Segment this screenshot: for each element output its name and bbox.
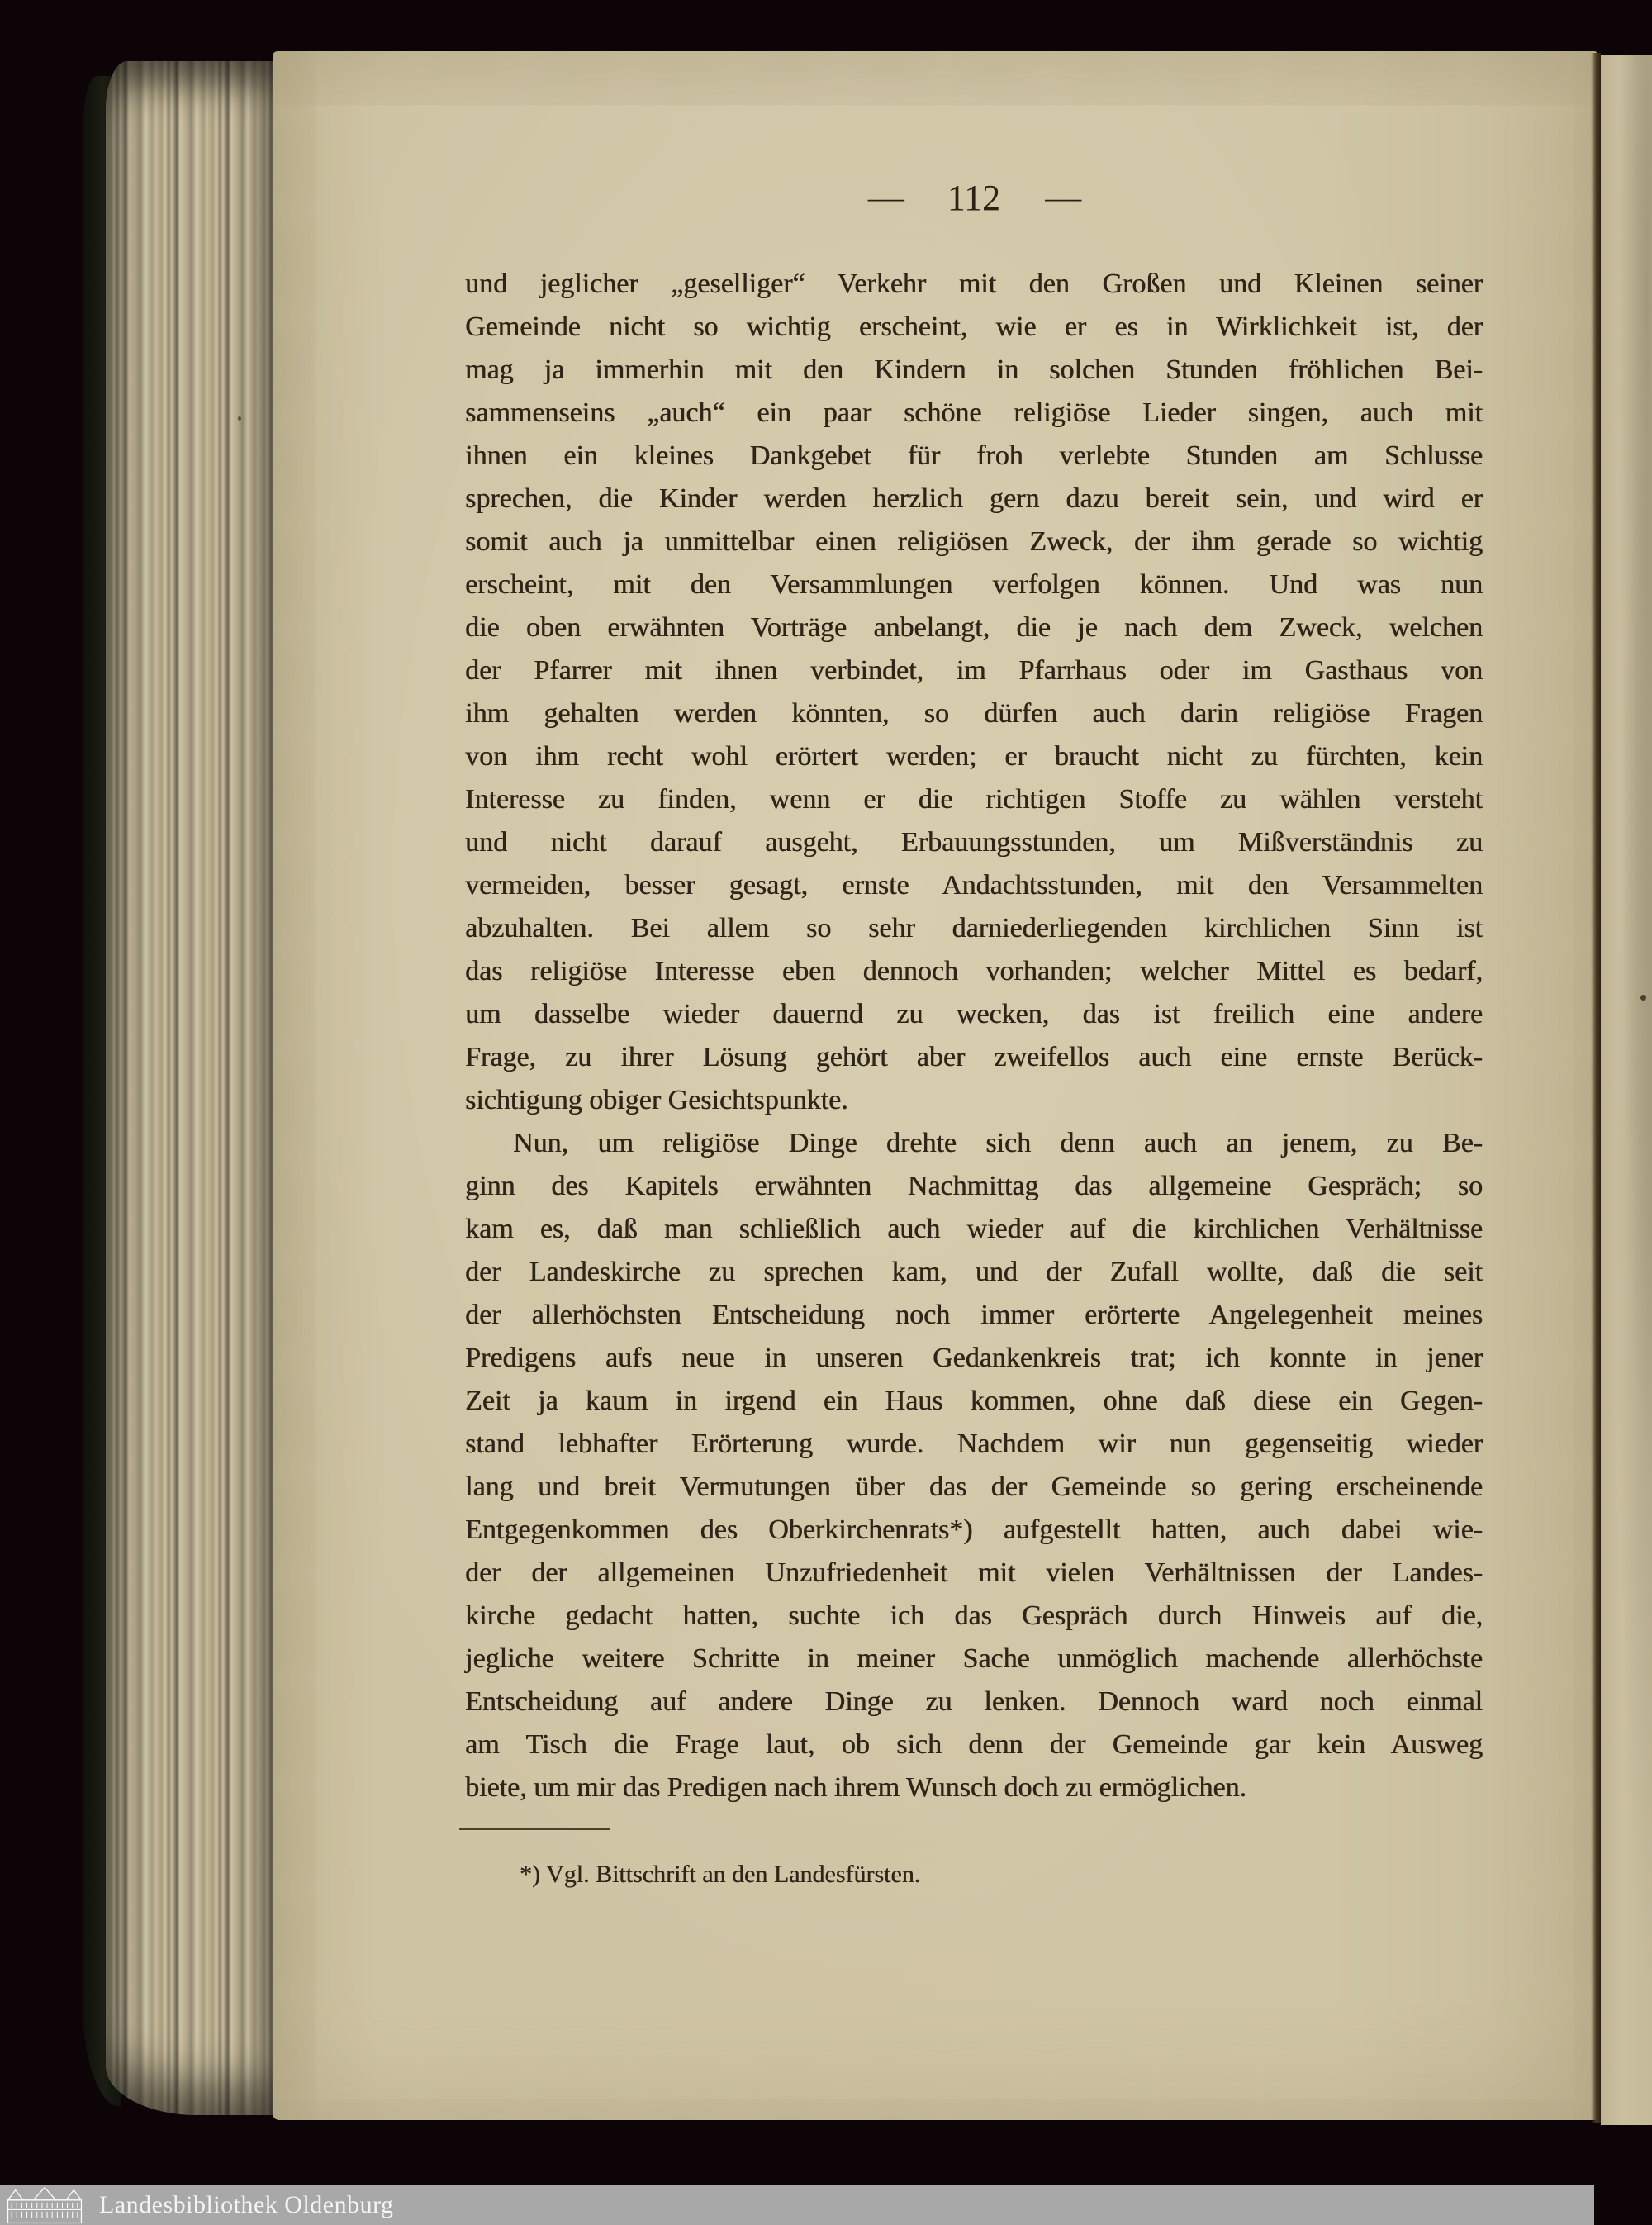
body-text-line: der allerhöchsten Entscheidung noch immer erörterte Angelegenheit meines xyxy=(465,1300,1483,1330)
footnote-separator-rule xyxy=(459,1828,610,1830)
body-text-line: ihnen ein kleines Dankgebet für froh verlebte Stunden am Schlusse xyxy=(465,440,1483,471)
footnote-text: *) Vgl. Bittschrift an den Landesfürsten. xyxy=(520,1861,921,1888)
body-text-line: sichtigung obiger Gesichtspunkte. xyxy=(465,1085,848,1115)
body-text-line: Interesse zu finden, wenn er die richtigen Stoffe zu wählen versteht xyxy=(465,784,1483,815)
body-text-line: lang und breit Vermutungen über das der Gemeinde so gering erscheinende xyxy=(465,1471,1483,1502)
body-text-line: Predigens aufs neue in unseren Gedankenkreis trat; ich konnte in jener xyxy=(465,1343,1483,1373)
body-text-line: abzuhalten. Bei allem so sehr darniederliegenden kirchlichen Sinn ist xyxy=(465,913,1483,944)
body-text-line: kirche gedacht hatten, suchte ich das Gespräch durch Hinweis auf die, xyxy=(465,1600,1483,1631)
body-text-line: und nicht darauf ausgeht, Erbauungsstunden, um Mißverständnis zu xyxy=(465,827,1483,858)
body-text-line: biete, um mir das Predigen nach ihrem Wunsch doch zu ermöglichen. xyxy=(465,1772,1246,1803)
body-text-line: der Pfarrer mit ihnen verbindet, im Pfarrhaus oder im Gasthaus von xyxy=(465,655,1483,686)
facing-page-sliver xyxy=(1601,55,1652,2125)
body-text-line: sammenseins „auch“ ein paar schöne religiöse Lieder singen, auch mit xyxy=(465,397,1483,428)
body-text-line: somit auch ja unmittelbar einen religiösen Zweck, der ihm gerade so wichtig xyxy=(465,526,1483,557)
body-text-line: stand lebhafter Erörterung wurde. Nachdem wir nun gegenseitig wieder xyxy=(465,1429,1483,1459)
library-building-icon xyxy=(7,2186,83,2224)
body-text-line: sprechen, die Kinder werden herzlich gern dazu bereit sein, und wird er xyxy=(465,483,1483,514)
header-dash-right: — xyxy=(1045,181,1080,214)
page-edge-stack xyxy=(106,61,276,2115)
library-name-label: Landesbibliothek Oldenburg xyxy=(99,2191,394,2218)
body-text-line: der Landeskirche zu sprechen kam, und der Zufall wollte, daß die seit xyxy=(465,1257,1483,1287)
body-text-line: erscheint, mit den Versammlungen verfolgen können. Und was nun xyxy=(465,569,1483,600)
body-text-line: von ihm recht wohl erörtert werden; er braucht nicht zu fürchten, kein xyxy=(465,741,1483,772)
body-text-line: Frage, zu ihrer Lösung gehört aber zweifellos auch eine ernste Berück- xyxy=(465,1042,1483,1072)
header-dash-left: — xyxy=(867,181,903,214)
body-text-line: und jeglicher „geselliger“ Verkehr mit den Großen und Kleinen seiner xyxy=(465,269,1483,299)
body-text-line: ihm gehalten werden könnten, so dürfen auch darin religiöse Fragen xyxy=(465,698,1483,729)
body-text-line: das religiöse Interesse eben dennoch vorhanden; welcher Mittel es bedarf, xyxy=(465,956,1483,987)
ink-speck xyxy=(1640,995,1646,1001)
footnote xyxy=(465,1856,1483,1894)
page-number-header xyxy=(465,174,1483,221)
library-watermark-bar xyxy=(0,2185,1594,2225)
body-text xyxy=(465,263,1483,1809)
body-text-line: der der allgemeinen Unzufriedenheit mit vielen Verhältnissen der Landes- xyxy=(465,1557,1483,1588)
body-text-line: ginn des Kapitels erwähnten Nachmittag das allgemeine Gespräch; so xyxy=(465,1171,1483,1201)
body-text-line: kam es, daß man schließlich auch wieder auf die kirchlichen Verhältnisse xyxy=(465,1214,1483,1244)
body-text-line: Nun, um religiöse Dinge drehte sich denn auch an jenem, zu Be- xyxy=(513,1128,1483,1158)
body-text-line: Zeit ja kaum in irgend ein Haus kommen, ohne daß diese ein Gegen- xyxy=(465,1386,1483,1416)
body-text-line: am Tisch die Frage laut, ob sich denn der Gemeinde gar kein Ausweg xyxy=(465,1729,1483,1760)
body-text-line: mag ja immerhin mit den Kindern in solchen Stunden fröhlichen Bei- xyxy=(465,354,1483,385)
body-text-line: vermeiden, besser gesagt, ernste Andachtsstunden, mit den Versammelten xyxy=(465,870,1483,901)
body-text-line: Gemeinde nicht so wichtig erscheint, wie er es in Wirklichkeit ist, der xyxy=(465,311,1483,342)
body-text-line: um dasselbe wieder dauernd zu wecken, das ist freilich eine andere xyxy=(465,999,1483,1029)
body-text-line: jegliche weitere Schritte in meiner Sache unmöglich machende allerhöchste xyxy=(465,1643,1483,1674)
body-text-line: die oben erwähnten Vorträge anbelangt, die je nach dem Zweck, welchen xyxy=(465,612,1483,643)
body-text-line: Entgegenkommen des Oberkirchenrats*) aufgestellt hatten, auch dabei wie- xyxy=(465,1514,1483,1545)
body-text-line: Entscheidung auf andere Dinge zu lenken. Dennoch ward noch einmal xyxy=(465,1686,1483,1717)
page-number: 112 xyxy=(947,177,1001,218)
ink-speck xyxy=(238,416,241,421)
page-gutter-shadow xyxy=(1591,53,1601,2123)
